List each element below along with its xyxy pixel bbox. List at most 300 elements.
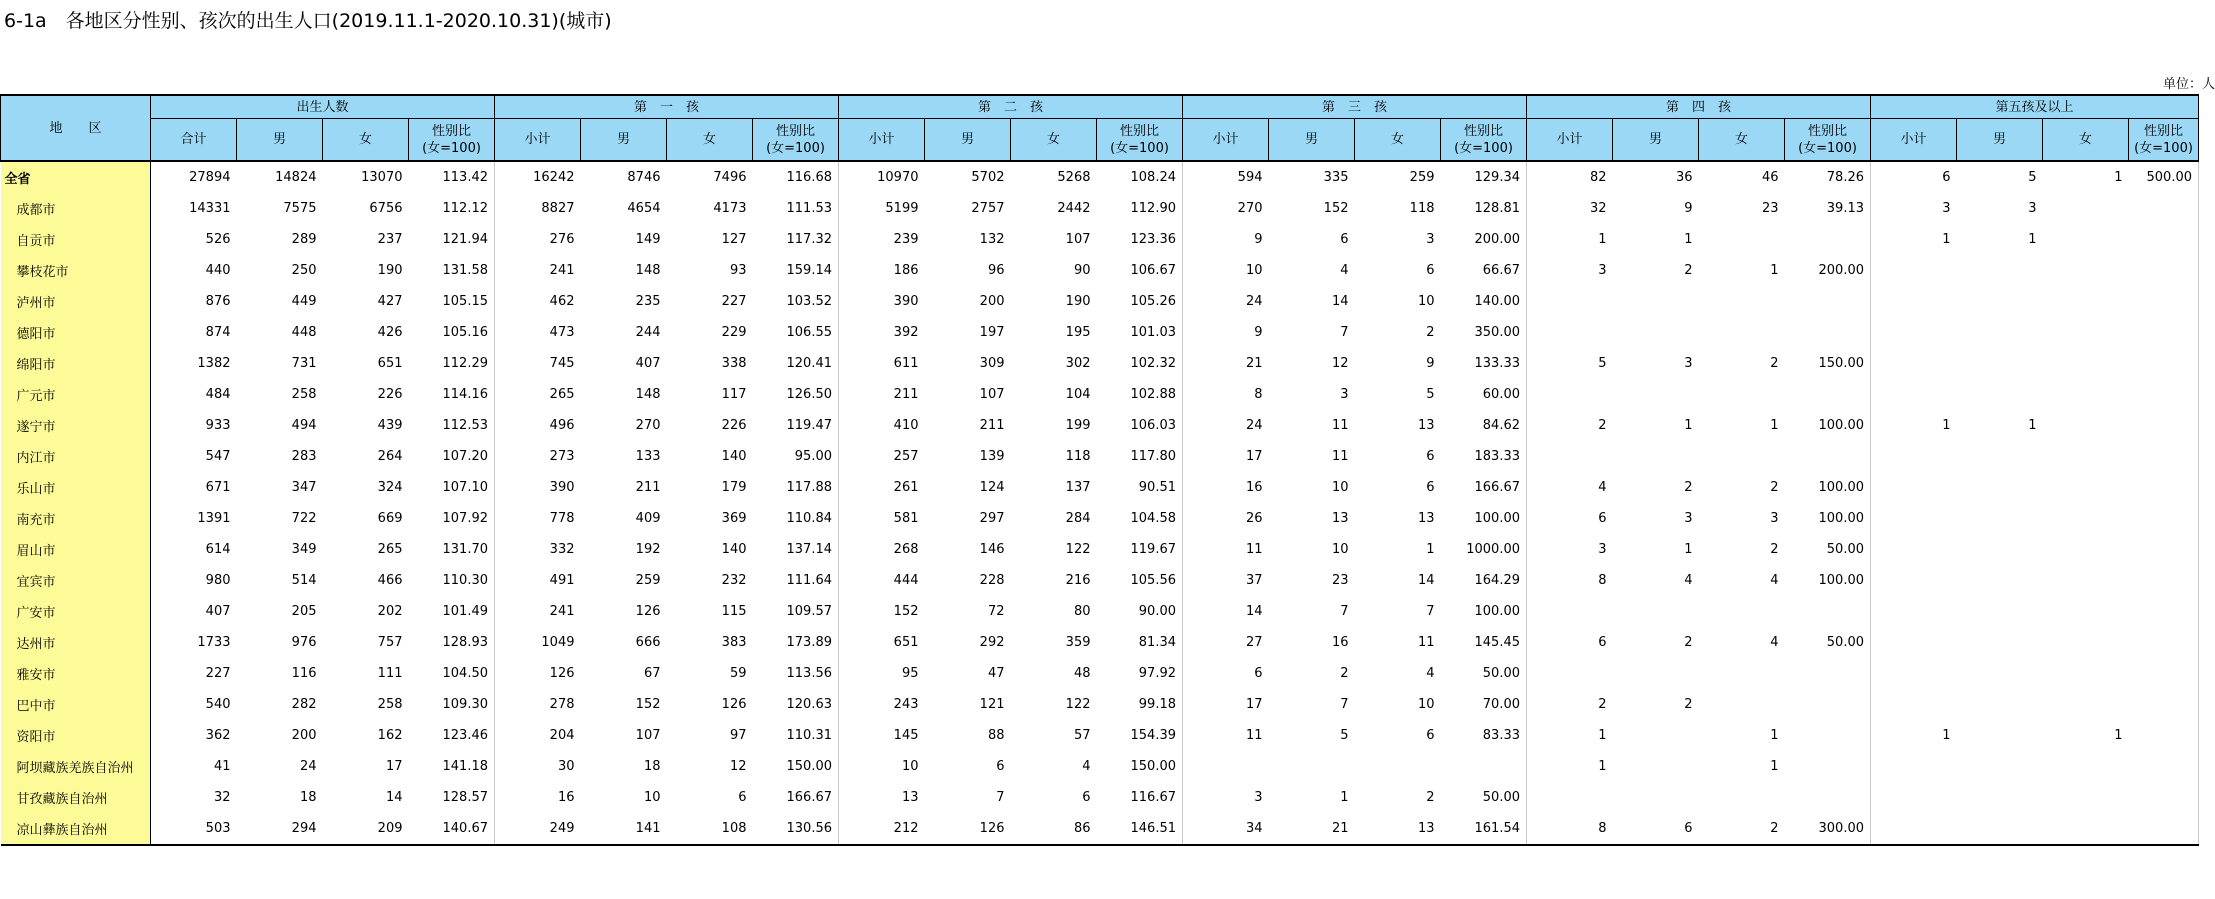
table-cell: 237 <box>377 232 403 247</box>
table-row <box>1 472 2199 503</box>
table-row <box>1 193 2199 224</box>
table-cell: 1000.00 <box>1441 534 1527 565</box>
table-cell <box>2129 348 2199 379</box>
region-name: 宜宾市 <box>1 565 151 596</box>
table-cell: 116 <box>291 666 317 681</box>
table-cell <box>2043 193 2129 224</box>
table-cell: 324 <box>377 480 403 495</box>
table-cell <box>2043 503 2129 534</box>
table-cell <box>2129 503 2199 534</box>
table-cell: 302 <box>1065 356 1091 371</box>
table-cell: 292 <box>979 635 1005 650</box>
table-cell: 17 <box>1245 449 1263 464</box>
table-cell: 190 <box>1065 294 1091 309</box>
table-cell: 205 <box>291 604 317 619</box>
sex-ratio-header <box>409 119 495 162</box>
table-cell: 173.89 <box>753 627 839 658</box>
table-cell: 427 <box>377 294 403 309</box>
table-row <box>1 410 2199 441</box>
table-cell: 101.03 <box>1097 317 1183 348</box>
table-cell: 731 <box>291 356 317 371</box>
table-cell: 757 <box>377 635 403 650</box>
region-name: 达州市 <box>1 627 151 658</box>
table-cell: 3 <box>1684 511 1693 526</box>
table-cell: 21 <box>1245 356 1263 371</box>
table-cell: 4173 <box>713 201 747 216</box>
table-cell: 484 <box>205 387 231 402</box>
table-cell <box>1527 596 1613 627</box>
table-cell <box>2129 193 2199 224</box>
table-cell: 349 <box>291 542 317 557</box>
table-cell: 338 <box>721 356 747 371</box>
table-cell <box>2129 627 2199 658</box>
table-cell: 152 <box>893 604 919 619</box>
table-cell: 105.56 <box>1097 565 1183 596</box>
table-cell: 59 <box>729 666 747 681</box>
table-cell: 41 <box>213 759 231 774</box>
table-cell: 232 <box>721 573 747 588</box>
table-cell: 119.67 <box>1097 534 1183 565</box>
table-cell: 148 <box>635 263 661 278</box>
table-cell: 11 <box>1245 728 1263 743</box>
table-cell: 133 <box>635 449 661 464</box>
group-header: 第 二 孩 <box>839 95 1183 119</box>
region-header: 地 区 <box>1 95 151 161</box>
region-name: 遂宁市 <box>1 410 151 441</box>
table-cell <box>1957 689 2043 720</box>
region-name: 泸州市 <box>1 286 151 317</box>
table-cell: 183.33 <box>1441 441 1527 472</box>
table-cell: 300.00 <box>1785 813 1871 845</box>
table-cell: 14 <box>1245 604 1263 619</box>
column-header: 男 <box>925 119 1011 162</box>
table-cell: 126 <box>925 813 1011 845</box>
table-cell: 449 <box>291 294 317 309</box>
table-cell: 1 <box>1770 759 1779 774</box>
table-row <box>1 627 2199 658</box>
table-cell: 7 <box>1340 325 1349 340</box>
table-cell: 494 <box>291 418 317 433</box>
table-cell: 116.67 <box>1097 782 1183 813</box>
table-cell: 265 <box>377 542 403 557</box>
table-cell <box>1957 565 2043 596</box>
table-cell: 235 <box>635 294 661 309</box>
table-cell <box>1699 689 1785 720</box>
table-cell <box>1527 441 1613 472</box>
column-header: 女 <box>323 119 409 162</box>
table-cell: 1 <box>1684 542 1693 557</box>
table-cell: 10 <box>1331 542 1349 557</box>
table-cell <box>2129 317 2199 348</box>
table-cell: 121 <box>979 697 1005 712</box>
table-cell: 14 <box>385 790 403 805</box>
table-cell: 2442 <box>1057 201 1091 216</box>
column-header: 男 <box>1269 119 1355 162</box>
table-cell: 503 <box>151 813 237 845</box>
table-cell: 96 <box>987 263 1005 278</box>
table-cell: 7 <box>1340 697 1349 712</box>
table-cell <box>2043 813 2129 845</box>
table-cell: 268 <box>893 542 919 557</box>
table-cell: 114.16 <box>409 379 495 410</box>
table-cell <box>1871 255 1957 286</box>
table-cell <box>1183 751 1269 782</box>
table-cell: 6 <box>1598 635 1607 650</box>
table-row <box>1 286 2199 317</box>
table-cell: 110.31 <box>753 720 839 751</box>
table-cell <box>1871 782 1957 813</box>
column-header: 小计 <box>1183 119 1269 162</box>
table-cell: 5199 <box>885 201 919 216</box>
table-cell: 3 <box>2028 201 2037 216</box>
table-row <box>1 317 2199 348</box>
sex-ratio-label: 性别比 <box>2143 123 2183 139</box>
table-cell <box>1785 689 1871 720</box>
table-cell: 289 <box>291 232 317 247</box>
sex-ratio-basis: (女=100) <box>766 140 825 156</box>
table-cell: 226 <box>377 387 403 402</box>
table-row <box>1 441 2199 472</box>
table-cell: 23 <box>1331 573 1349 588</box>
table-row <box>1 503 2199 534</box>
table-cell: 6 <box>1340 232 1349 247</box>
table-cell: 117.80 <box>1097 441 1183 472</box>
table-cell <box>1871 565 1957 596</box>
table-cell: 9 <box>1684 201 1693 216</box>
table-cell: 13070 <box>323 161 409 193</box>
table-row <box>1 255 2199 286</box>
table-cell: 133.33 <box>1441 348 1527 379</box>
table-cell <box>1871 286 1957 317</box>
table-cell: 651 <box>377 356 403 371</box>
table-cell: 112.29 <box>409 348 495 379</box>
table-cell: 24 <box>299 759 317 774</box>
region-name: 凉山彝族自治州 <box>1 813 151 845</box>
table-cell: 1049 <box>541 635 575 650</box>
table-cell <box>1957 317 2043 348</box>
table-cell: 140.00 <box>1441 286 1527 317</box>
table-cell <box>1613 596 1699 627</box>
region-name: 甘孜藏族自治州 <box>1 782 151 813</box>
table-cell: 6756 <box>369 201 403 216</box>
table-cell: 100.00 <box>1441 596 1527 627</box>
table-cell <box>2043 317 2129 348</box>
table-cell: 276 <box>549 232 575 247</box>
column-header: 男 <box>581 119 667 162</box>
group-header: 第 四 孩 <box>1527 95 1871 119</box>
table-cell: 2 <box>1770 480 1779 495</box>
table-cell <box>2043 658 2129 689</box>
table-cell: 137.14 <box>753 534 839 565</box>
table-cell: 2 <box>1684 635 1693 650</box>
table-cell: 9 <box>1426 356 1435 371</box>
table-cell <box>2129 658 2199 689</box>
table-cell: 109.57 <box>753 596 839 627</box>
table-cell: 11 <box>1331 418 1349 433</box>
sex-ratio-basis: (女=100) <box>422 140 481 156</box>
table-cell <box>2129 720 2199 751</box>
table-cell: 131.70 <box>409 534 495 565</box>
table-cell <box>1699 286 1785 317</box>
table-cell <box>2129 441 2199 472</box>
table-cell: 106.03 <box>1097 410 1183 441</box>
table-cell: 13 <box>1417 511 1435 526</box>
table-cell: 6 <box>1598 511 1607 526</box>
sex-ratio-header <box>753 119 839 162</box>
table-cell: 152 <box>635 697 661 712</box>
table-cell: 10 <box>643 790 661 805</box>
table-cell: 2 <box>1770 542 1779 557</box>
table-cell: 335 <box>1269 161 1355 193</box>
sex-ratio-basis: (女=100) <box>1798 140 1857 156</box>
table-cell: 192 <box>635 542 661 557</box>
table-cell: 332 <box>549 542 575 557</box>
table-cell: 409 <box>635 511 661 526</box>
table-cell: 5 <box>1426 387 1435 402</box>
table-cell: 88 <box>987 728 1005 743</box>
table-cell <box>1957 441 2043 472</box>
table-cell: 37 <box>1245 573 1263 588</box>
table-cell: 105.16 <box>409 317 495 348</box>
table-cell <box>1613 751 1699 782</box>
table-cell: 13 <box>901 790 919 805</box>
sex-ratio-basis: (女=100) <box>2134 140 2193 156</box>
table-cell: 6 <box>1426 728 1435 743</box>
table-cell: 4654 <box>627 201 661 216</box>
table-cell: 100.00 <box>1785 472 1871 503</box>
table-cell: 140 <box>721 449 747 464</box>
table-cell <box>1957 255 2043 286</box>
table-cell: 11 <box>1245 542 1263 557</box>
table-cell: 3 <box>1340 387 1349 402</box>
table-cell <box>1957 472 2043 503</box>
table-cell: 105.26 <box>1097 286 1183 317</box>
table-cell <box>1785 224 1871 255</box>
table-cell: 30 <box>557 759 575 774</box>
table-cell: 47 <box>987 666 1005 681</box>
table-cell <box>1871 379 1957 410</box>
table-row <box>1 224 2199 255</box>
sex-ratio-header <box>1097 119 1183 162</box>
table-cell: 496 <box>549 418 575 433</box>
table-cell <box>1871 813 1957 845</box>
table-cell: 106.67 <box>1097 255 1183 286</box>
table-cell: 106.55 <box>753 317 839 348</box>
table-cell: 369 <box>721 511 747 526</box>
table-cell: 4 <box>1598 480 1607 495</box>
table-cell: 50.00 <box>1441 658 1527 689</box>
table-cell: 82 <box>1527 161 1613 193</box>
table-cell: 197 <box>979 325 1005 340</box>
table-header <box>1 95 2199 161</box>
table-cell <box>2043 286 2129 317</box>
region-name: 南充市 <box>1 503 151 534</box>
table-cell <box>1871 751 1957 782</box>
table-cell <box>1785 596 1871 627</box>
table-cell <box>1957 503 2043 534</box>
table-cell: 980 <box>205 573 231 588</box>
table-cell <box>2043 348 2129 379</box>
sex-ratio-label: 性别比 <box>1463 123 1503 139</box>
table-cell: 121.94 <box>409 224 495 255</box>
table-cell: 9 <box>1254 325 1263 340</box>
table-cell <box>1871 658 1957 689</box>
table-cell: 150.00 <box>1785 348 1871 379</box>
sex-ratio-label: 性别比 <box>431 123 471 139</box>
table-cell: 46 <box>1699 161 1785 193</box>
table-cell: 1 <box>1942 728 1951 743</box>
sex-ratio-basis: (女=100) <box>1454 140 1513 156</box>
table-cell: 27894 <box>151 161 237 193</box>
table-cell: 16 <box>1331 635 1349 650</box>
table-cell <box>1785 720 1871 751</box>
subheader-row <box>1 119 2199 162</box>
table-cell: 17 <box>1245 697 1263 712</box>
table-cell: 81.34 <box>1097 627 1183 658</box>
table-cell: 120.63 <box>753 689 839 720</box>
table-cell: 1 <box>2043 161 2129 193</box>
table-cell: 359 <box>1065 635 1091 650</box>
table-cell: 140.67 <box>409 813 495 845</box>
table-cell: 350.00 <box>1441 317 1527 348</box>
table-cell: 100.00 <box>1785 503 1871 534</box>
table-cell: 2 <box>1598 418 1607 433</box>
table-cell <box>1441 751 1527 782</box>
table-cell: 282 <box>291 697 317 712</box>
table-cell: 80 <box>1073 604 1091 619</box>
table-cell: 200.00 <box>1441 224 1527 255</box>
table-cell: 126 <box>549 666 575 681</box>
table-cell <box>2043 441 2129 472</box>
table-cell: 976 <box>291 635 317 650</box>
table-cell <box>1871 317 1957 348</box>
table-cell: 8 <box>1254 387 1263 402</box>
table-cell: 113.42 <box>409 161 495 193</box>
table-cell: 34 <box>1183 813 1269 845</box>
table-cell: 462 <box>549 294 575 309</box>
table-cell: 2 <box>1598 697 1607 712</box>
table-cell: 16 <box>557 790 575 805</box>
table-cell: 3 <box>1770 511 1779 526</box>
column-header: 男 <box>1957 119 2043 162</box>
table-cell: 90.00 <box>1097 596 1183 627</box>
table-row <box>1 596 2199 627</box>
column-header: 小计 <box>839 119 925 162</box>
table-cell: 95.00 <box>753 441 839 472</box>
table-cell: 362 <box>205 728 231 743</box>
birth-table <box>0 94 2199 846</box>
table-cell: 112.53 <box>409 410 495 441</box>
table-cell: 199 <box>1065 418 1091 433</box>
table-cell: 108.24 <box>1097 161 1183 193</box>
table-cell: 118 <box>1065 449 1091 464</box>
region-name: 自贡市 <box>1 224 151 255</box>
table-cell: 270 <box>1237 201 1263 216</box>
table-cell: 204 <box>549 728 575 743</box>
table-cell: 8827 <box>541 201 575 216</box>
table-cell <box>1785 379 1871 410</box>
table-cell: 3 <box>1684 356 1693 371</box>
table-cell: 93 <box>729 263 747 278</box>
table-cell <box>1527 658 1613 689</box>
table-cell: 117.32 <box>753 224 839 255</box>
table-cell: 6 <box>1426 480 1435 495</box>
table-cell: 2 <box>1684 697 1693 712</box>
table-cell: 547 <box>205 449 231 464</box>
table-cell <box>1785 317 1871 348</box>
table-cell: 111.53 <box>753 193 839 224</box>
table-cell <box>1269 751 1355 782</box>
table-cell: 473 <box>549 325 575 340</box>
table-cell: 265 <box>549 387 575 402</box>
table-cell: 229 <box>721 325 747 340</box>
sex-ratio-header <box>1785 119 1871 162</box>
column-header: 小计 <box>495 119 581 162</box>
table-cell: 407 <box>205 604 231 619</box>
column-header: 男 <box>1613 119 1699 162</box>
table-cell: 130.56 <box>753 813 839 845</box>
table-cell <box>1785 441 1871 472</box>
table-cell: 110.30 <box>409 565 495 596</box>
table-cell: 118 <box>1409 201 1435 216</box>
table-cell: 101.49 <box>409 596 495 627</box>
table-cell: 1 <box>1598 759 1607 774</box>
table-cell: 448 <box>291 325 317 340</box>
table-cell <box>2129 751 2199 782</box>
table-cell <box>1613 379 1699 410</box>
table-cell <box>1699 441 1785 472</box>
table-cell: 2 <box>1770 356 1779 371</box>
table-row <box>1 379 2199 410</box>
table-cell <box>1699 596 1785 627</box>
table-cell: 70.00 <box>1441 689 1527 720</box>
table-cell <box>2043 534 2129 565</box>
table-cell: 6 <box>1426 449 1435 464</box>
region-name: 阿坝藏族羌族自治州 <box>1 751 151 782</box>
table-cell: 500.00 <box>2129 161 2199 193</box>
table-cell: 11 <box>1417 635 1435 650</box>
table-cell <box>2129 782 2199 813</box>
table-cell: 149 <box>635 232 661 247</box>
region-name: 全省 <box>1 161 151 193</box>
table-cell: 13 <box>1355 813 1441 845</box>
table-cell <box>2043 410 2129 441</box>
table-cell: 7 <box>1340 604 1349 619</box>
table-cell: 491 <box>549 573 575 588</box>
table-cell: 128.93 <box>409 627 495 658</box>
table-cell: 140 <box>721 542 747 557</box>
table-cell: 97 <box>729 728 747 743</box>
table-cell: 131.58 <box>409 255 495 286</box>
table-cell: 72 <box>987 604 1005 619</box>
table-cell: 241 <box>549 263 575 278</box>
region-name: 巴中市 <box>1 689 151 720</box>
table-cell: 12 <box>729 759 747 774</box>
table-cell <box>1957 379 2043 410</box>
table-cell: 108 <box>667 813 753 845</box>
table-cell: 216 <box>1065 573 1091 588</box>
table-cell: 1 <box>1770 728 1779 743</box>
table-cell: 278 <box>549 697 575 712</box>
table-cell: 107 <box>635 728 661 743</box>
table-cell: 152 <box>1323 201 1349 216</box>
table-cell: 3 <box>1426 232 1435 247</box>
table-cell: 540 <box>205 697 231 712</box>
sex-ratio-header <box>1441 119 1527 162</box>
table-cell: 10 <box>1417 697 1435 712</box>
table-cell: 127 <box>721 232 747 247</box>
table-cell: 244 <box>635 325 661 340</box>
